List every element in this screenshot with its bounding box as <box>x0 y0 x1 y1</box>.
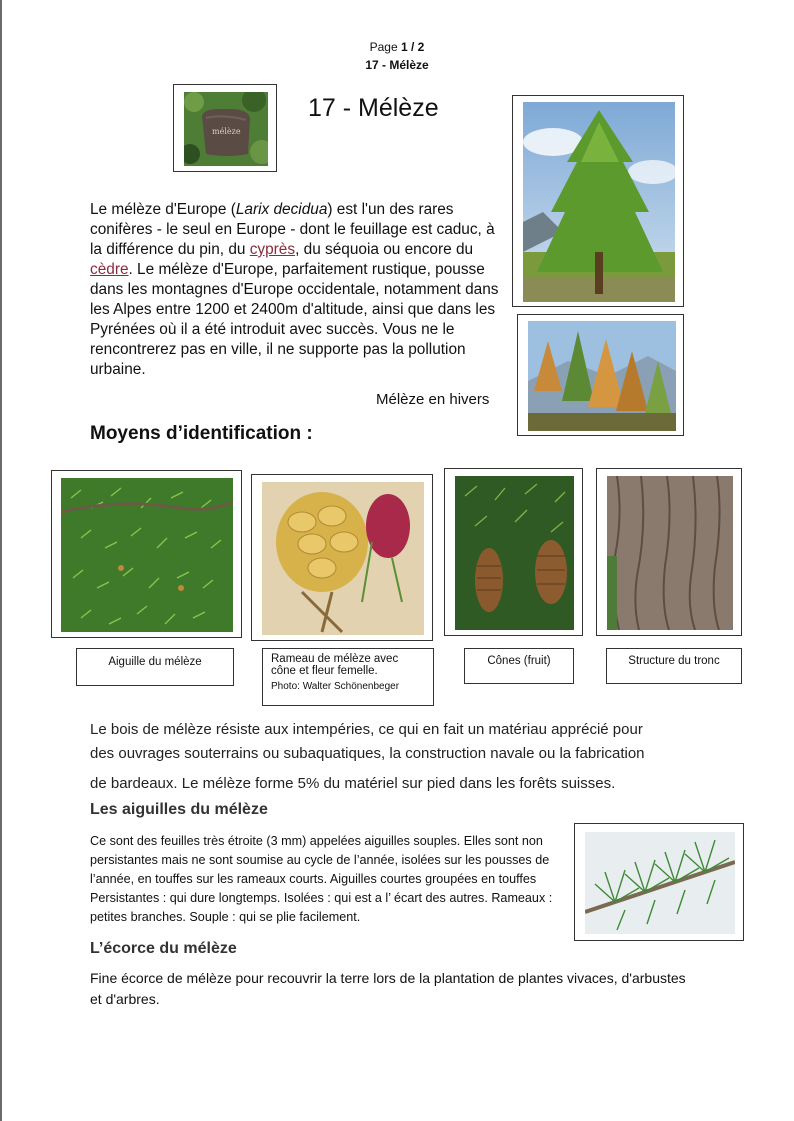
bark-text: Fine écorce de mélèze pour recouvrir la terre lors de la plantation de plantes vivaces, d'arbustes et d'arbres. <box>90 970 686 1007</box>
needles-caption-box <box>76 648 234 686</box>
cones-caption-box <box>464 648 574 684</box>
wood-paragraph: Le bois de mélèze résiste aux intempéries, ce qui en fait un matériau apprécié pour des ouvrages souterrains ou subaquatiques, la construction navale ou la fabrication de bardeaux. Le mélèze forme 5% du matériel sur pied dans les forêts suisses. <box>90 721 645 792</box>
link-cypres[interactable]: cyprès <box>249 241 296 258</box>
trunk-caption: Structure du tronc <box>628 655 720 667</box>
twig-photo-credit: Photo: Walter Schönenbeger <box>271 681 400 692</box>
larch-summer-photo <box>523 102 675 302</box>
larch-winter-photo-frame <box>517 314 684 436</box>
needles-photo-frame <box>51 470 242 638</box>
trunk-photo-frame <box>596 468 742 636</box>
needle-closeup-photo <box>585 832 735 934</box>
page-title: 17 - Mélèze <box>308 94 439 122</box>
intro-paragraph: Le mélèze d'Europe (Larix decidua) est l'un des rares conifères - le seul en Europe - dont le feuillage est caduc, à la différence du pin, du cyprès, du séquoia ou encore du cèdre. Le mélèze d'Europe, parfaitement rustique, pousse dans les montagnes d'Europe occidentale, notamment dans les Alpes entre 1200 et 2400m d'altitude, ainsi que dans les Pyrénées où il a été introduit avec succès. Vous ne le rencontrerez pas en ville, il ne supporte pas la pollution urbaine. <box>90 201 499 378</box>
winter-photo-caption: Mélèze en hivers <box>376 391 490 408</box>
twig-caption-box <box>262 648 434 706</box>
needles-caption: Aiguille du mélèze <box>108 656 202 668</box>
needles-heading: Les aiguilles du mélèze <box>90 801 268 818</box>
latin-name: Larix decidua <box>235 201 328 218</box>
larch-summer-photo-frame <box>512 95 684 307</box>
twig-photo <box>262 482 424 635</box>
twig-photo-frame <box>251 474 433 641</box>
page-number: Page 1 / 2 <box>369 40 425 54</box>
cones-photo-frame <box>444 468 583 636</box>
header-title: 17 - Mélèze <box>365 58 429 72</box>
needles-text: Ce sont des feuilles très étroite (3 mm) appelées aiguilles souples. Elles sont non persistantes mais ne sont soumise au cycle de l’année, isolées sur les pousses de l’année, en touffes sur les rameaux courts. Aiguilles courtes groupées en touffes Persistantes : qui dure longtemps. Isolées : qui est a l’ écart des autres. Rameaux : petites branches. Souple : qui se plie facilement. <box>90 834 553 924</box>
page-left-border <box>0 0 2 1121</box>
identification-heading: Moyens d’identification : <box>90 423 313 444</box>
twig-caption-line1: Rameau de mélèze avec <box>271 653 399 665</box>
page-header <box>320 38 474 74</box>
bark-heading: L’écorce du mélèze <box>90 940 237 957</box>
needle-closeup-frame <box>574 823 744 941</box>
trunk-caption-box <box>606 648 742 684</box>
cones-photo <box>455 476 574 630</box>
larch-winter-photo <box>528 321 676 431</box>
twig-caption-line2: cône et fleur femelle. <box>271 665 378 677</box>
sign-lettering: mélèze <box>212 127 241 136</box>
link-cedre[interactable]: cèdre <box>90 261 129 278</box>
trunk-photo <box>607 476 733 630</box>
needles-photo <box>61 478 233 632</box>
cones-caption: Cônes (fruit) <box>487 655 551 667</box>
sign-photo <box>184 92 268 166</box>
sign-photo-frame <box>173 84 277 172</box>
